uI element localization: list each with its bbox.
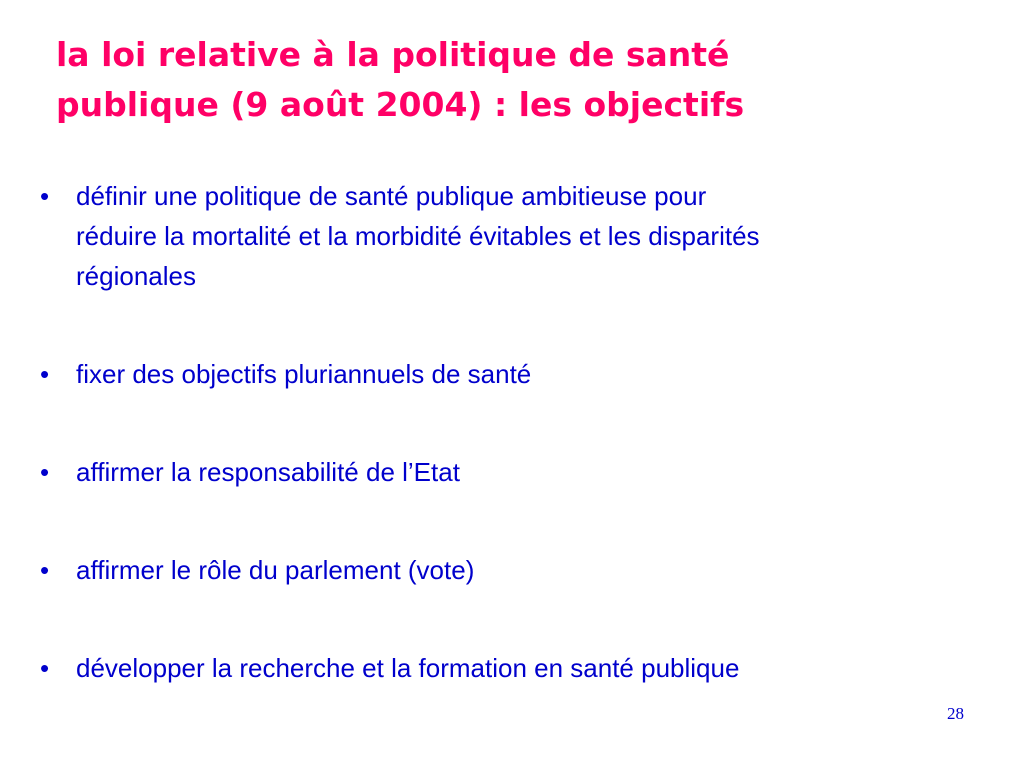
bullet-item-1-line-2: réduire la mortalité et la morbidité évitables et les disparités bbox=[76, 221, 760, 251]
slide-title bbox=[56, 30, 996, 130]
bullet-item-4 bbox=[40, 550, 1000, 590]
bullet-list bbox=[40, 176, 1000, 688]
bullet-item-5 bbox=[40, 648, 1000, 688]
slide-title-line-1: la loi relative à la politique de santé bbox=[56, 35, 730, 74]
bullet-icon: • bbox=[40, 181, 50, 211]
bullet-icon: • bbox=[40, 653, 50, 683]
bullet-item-2 bbox=[40, 354, 1000, 394]
bullet-item-1-line-1: définir une politique de santé publique ambitieuse pour bbox=[76, 181, 707, 211]
bullet-item-1 bbox=[40, 176, 1000, 296]
bullet-icon: • bbox=[40, 457, 50, 487]
bullet-item-3-line-1: affirmer la responsabilité de l’Etat bbox=[76, 457, 460, 487]
bullet-item-1-line-3: régionales bbox=[76, 261, 196, 291]
page-number: 28 bbox=[947, 704, 964, 723]
bullet-item-2-line-1: fixer des objectifs pluriannuels de santé bbox=[76, 359, 532, 389]
bullet-item-3 bbox=[40, 452, 1000, 492]
bullet-item-4-line-1: affirmer le rôle du parlement (vote) bbox=[76, 555, 475, 585]
bullet-icon: • bbox=[40, 555, 50, 585]
bullet-icon: • bbox=[40, 359, 50, 389]
bullet-item-5-line-1: développer la recherche et la formation en santé publique bbox=[76, 653, 740, 683]
slide-title-line-2: publique (9 août 2004) : les objectifs bbox=[56, 85, 745, 124]
